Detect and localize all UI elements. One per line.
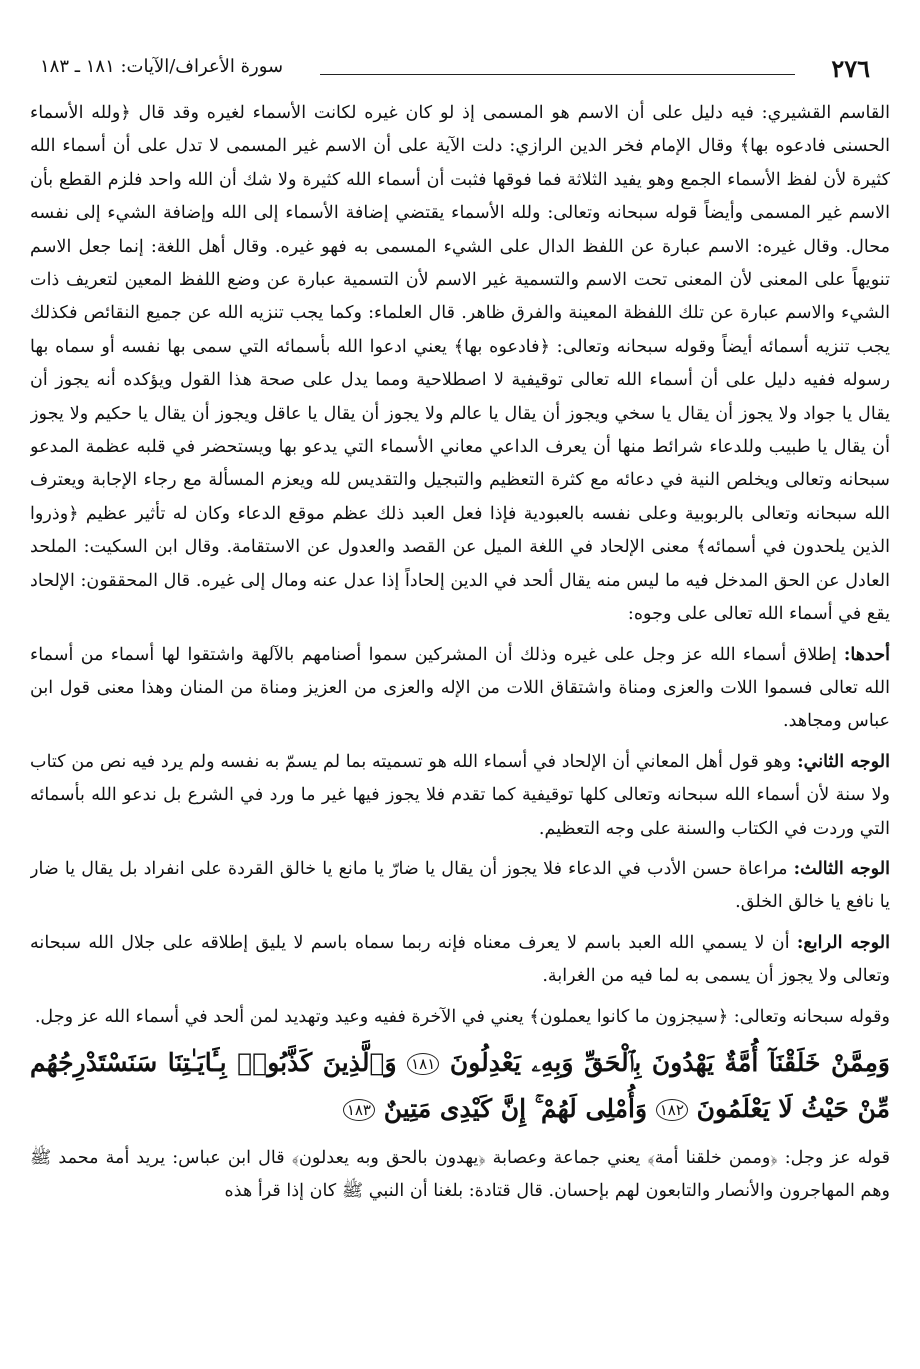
paragraph (30, 926, 890, 994)
paragraph-text: أن لا يسمي الله العبد باسم لا يعرف معناه فإنه ربما سماه باسم لا يليق إطلاقه على جلال الله سبحانه وتعالى ولا يجوز أن يسمى به لما فيه من الغرابة. (30, 932, 890, 987)
quran-verse (30, 1040, 890, 1132)
header-rule (320, 74, 795, 75)
commentary-text (30, 96, 890, 1034)
book-page (30, 52, 890, 1342)
ayah-number-marker: ١٨٣ (343, 1099, 375, 1121)
verse-text: وَٱلَّذِينَ كَذَّبُوا۟ بِـَٔايَـٰتِنَا سَنَسْتَدْرِجُهُم مِّنْ حَيْثُ لَا يَعْلَمُونَ (30, 1047, 890, 1123)
ayah-number-marker: ١٨٢ (656, 1099, 688, 1121)
paragraph-text: وهو قول أهل المعاني أن الإلحاد في أسماء الله هو تسميته بما لم يسمّ به نفسه ولم يرد فيه نص من كتاب ولا سنة لأن أسماء الله سبحانه وتعالى كلها توقيفية كما تقدم فلا يجوز فيها غير ما ورد في الشرع بل ندعو الله بأسمائه التي وردت في الكتاب والسنة على وجه التعظيم. (30, 751, 890, 839)
paragraph (30, 96, 890, 632)
verse-text: وَمِمَّنْ خَلَقْنَآ أُمَّةٌ يَهْدُونَ بِٱلْحَقِّ وَبِهِۦ يَعْدِلُونَ (449, 1047, 890, 1077)
paragraph (30, 852, 890, 920)
ayah-number-marker: ١٨١ (407, 1053, 439, 1075)
surah-info: سورة الأعراف/الآيات: ١٨١ ـ ١٨٣ (40, 56, 284, 77)
paragraph (30, 745, 890, 846)
paragraph: قوله عز وجل: ﴿وممن خلقنا أمة﴾ يعني جماعة وعصابة ﴿يهدون بالحق وبه يعدلون﴾ قال ابن عباس: يريد أمة محمد ﷺ وهم المهاجرون والأنصار والتابعون لهم بإحسان. قال قتادة: بلغنا أن النبي ﷺ كان إذا قرأ هذه (30, 1147, 890, 1202)
commentary-continuation (30, 1142, 890, 1209)
paragraph-lead: الوجه الثاني: (797, 750, 890, 772)
paragraph-text: مراعاة حسن الأدب في الدعاء فلا يجوز أن يقال يا ضارّ يا مانع يا خالق القردة على انفراد بل يقال يا ضار يا نافع يا خالق الخلق. (30, 858, 890, 913)
verse-text: وَأُمْلِى لَهُمْ ۚ إِنَّ كَيْدِى مَتِينٌ (383, 1093, 648, 1123)
paragraph (30, 638, 890, 739)
paragraph-text: القاسم القشيري: فيه دليل على أن الاسم هو المسمى إذ لو كان غيره لكانت الأسماء لغيره وقد قال ﴿ولله الأسماء الحسنى فادعوه بها﴾ وقال الإمام فخر الدين الرازي: دلت الآية على أن الاسم غير المسمى لا تدل على أن أسماء الله كثيرة لأن لفظ الأسماء الجمع وهو يفيد الثلاثة فما فوقها فثبت أن أسماء الله كثيرة ولا شك أن الله واحد فلزم القطع بأن الاسم غير المسمى وأيضاً قوله سبحانه وتعالى: ولله الأسماء يقتضي إضافة الأسماء إلى الله وإضافة الشيء إلى نفسه محال. وقال غيره: الاسم عبارة عن اللفظ الدال على الشيء المسمى به فهو غيره. وقال أهل اللغة: إنما جعل الاسم تنويهاً على المعنى لأن المعنى تحت الاسم والتسمية غير الاسم لأن التسمية عبارة عن وضع اللفظ المعين لتعريف ذات الشيء والاسم عبارة عن تلك اللفظة المعينة والفرق ظاهر. قال العلماء: وكما يجب تنزيه الله عن جميع النقائص فكذلك يجب تنزيه أسمائه أيضاً وقوله سبحانه وتعالى: ﴿فادعوه بها﴾ يعني ادعوا الله بأسمائه التي سمى بها نفسه أو سماه بها رسوله ففيه دليل على أن أسماء الله تعالى توقيفية لا اصطلاحية ومما يدل على صحة هذا القول ويؤكده أنه يجوز أن يقال يا جواد ولا يجوز أن يقال يا سخي ويجوز أن يقال يا عالم ولا يجوز أن يقال يا عاقل ويجوز أن يقال يا حكيم ولا يجوز أن يقال يا طبيب وللدعاء شرائط منها أن يعرف الداعي معاني الأسماء التي يدعو بها ويستحضر في قلبه عظمة المدعو سبحانه وتعالى ويخلص النية في دعائه مع كثرة التعظيم والتبجيل والتقديس لله ويعزم المسألة مع رجاء الإجابة ويعترف الله سبحانه وتعالى بالربوبية وعلى نفسه بالعبودية فإذا فعل العبد ذلك عظم موقع الدعاء وكان له تأثير عظيم ﴿وذروا الذين يلحدون في أسمائه﴾ معنى الإلحاد في اللغة الميل عن القصد والعدول عن الاستقامة. وقال ابن السكيت: الملحد العادل عن الحق المدخل فيه ما ليس منه يقال ألحد في الدين إلحاداً إذا عدل عنه ومال إلى غيره. قال المحققون: الإلحاد يقع في أسماء الله تعالى على وجوه: (30, 103, 890, 625)
paragraph-lead: أحدها: (843, 643, 890, 665)
paragraph (30, 1000, 890, 1034)
paragraph-text: إطلاق أسماء الله عز وجل على غيره وذلك أن المشركين سموا أصنامهم بالآلهة واشتقوا لها أسماء من أسماء الله تعالى فسموا اللات والعزى ومناة واشتقاق اللات من الإله والعزى من العزيز ومناة من المنان وهذا معنى قول ابن عباس ومجاهد. (30, 644, 890, 732)
paragraph-text: وقوله سبحانه وتعالى: ﴿سيجزون ما كانوا يعملون﴾ يعني في الآخرة ففيه وعيد وتهديد لمن ألحد في أسماء الله عز وجل. (34, 1006, 890, 1027)
paragraph-lead: الوجه الثالث: (793, 857, 890, 879)
page-number: ٢٧٦ (831, 54, 870, 83)
paragraph-lead: الوجه الرابع: (796, 931, 890, 953)
running-header (30, 52, 890, 86)
